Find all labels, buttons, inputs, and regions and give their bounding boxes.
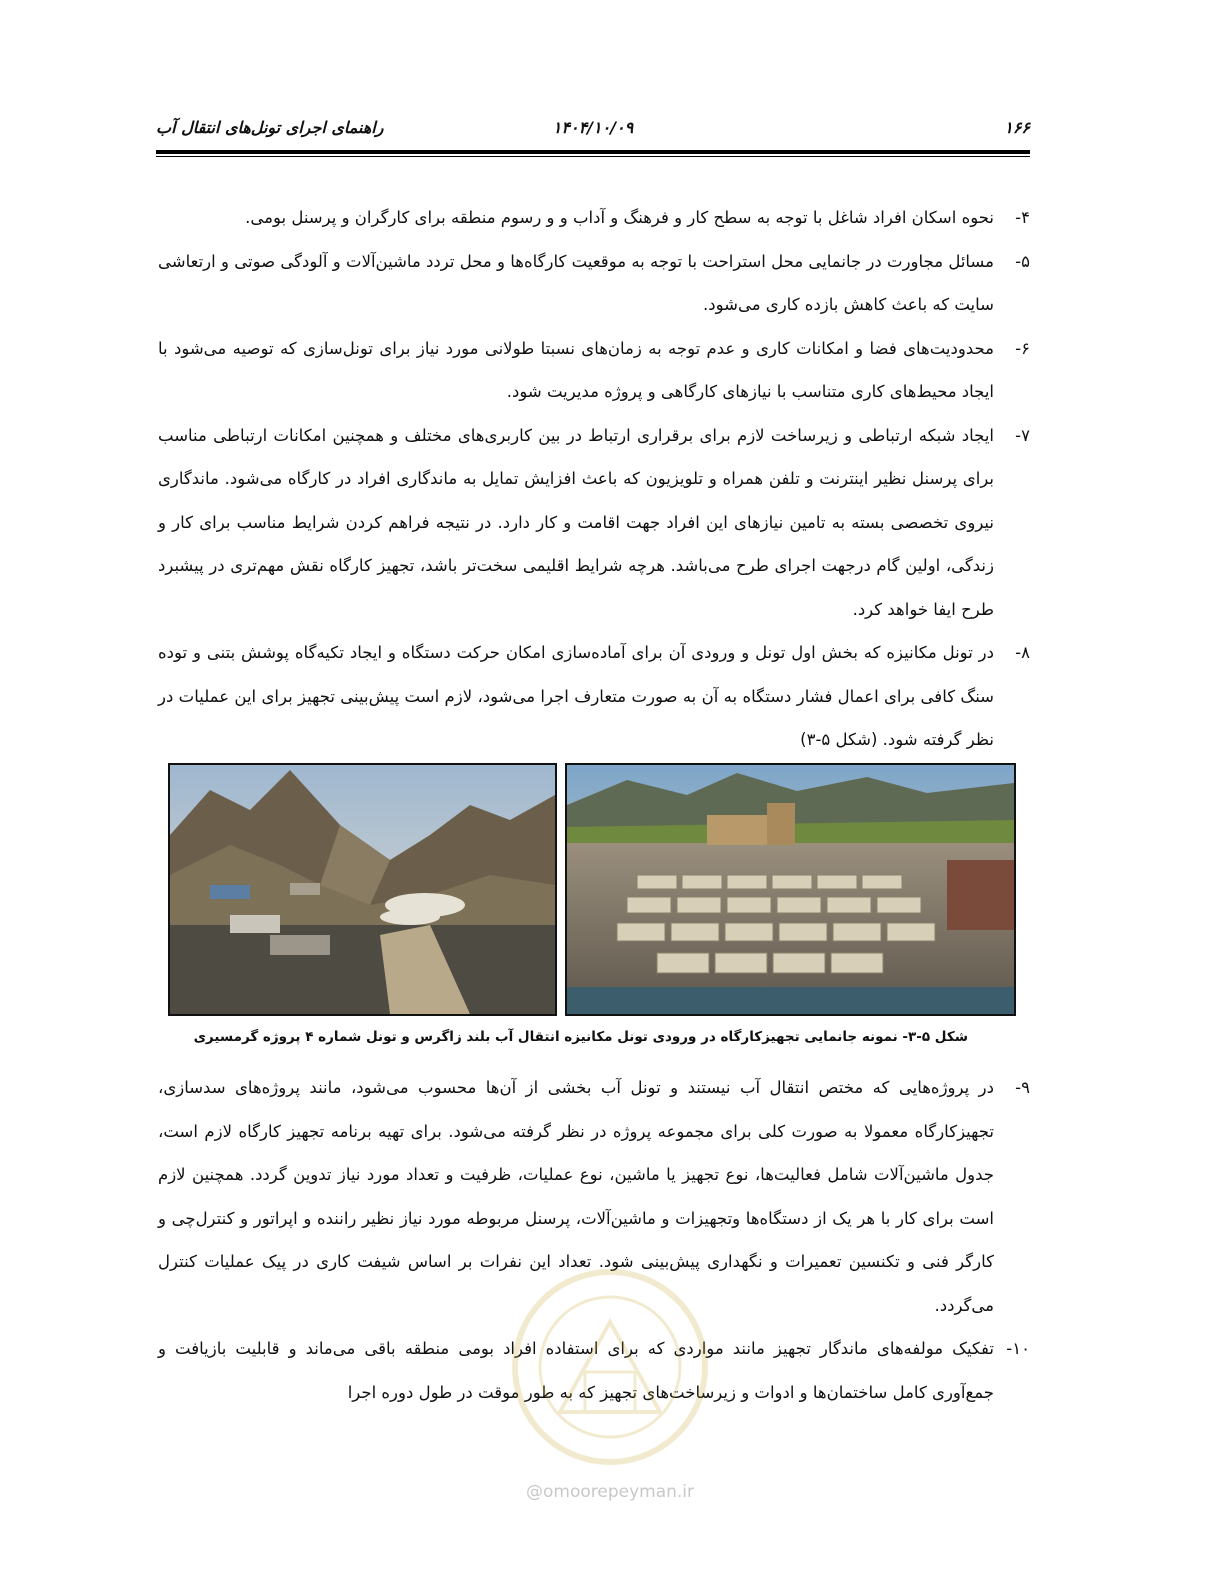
item-number: ۱۰-	[1006, 1339, 1030, 1358]
page-header	[156, 118, 1030, 142]
item-text: در پروژه‌هایی که مختص انتقال آب نیستند و تونل آب بخشی از آن‌ها محسوب می‌شود، مانند پروژه‌های سدسازی، تجهیزکارگاه معمولا به صورت کلی برای مجموعه پروژه در نظر گرفته می‌شود. برای تهیه برنامه تجهیز کارگاه لازم است، جدول ماشین‌آلات شامل فعالیت‌ها، نوع تجهیز یا ماشین، نوع عملیات، ظرفیت و تعداد مورد نیاز تدوین گردد. همچنین لازم است برای کار با هر یک از دستگاه‌ها وتجهیزات و ماشین‌آلات، پرسنل مربوطه مورد نیاز نظیر راننده و اپراتور و کنترل‌چی و کارگر فنی و تکنسین تعمیرات و نگهداری پیش‌بینی شود. تعداد این نفرات بر اساس شیفت کاری در پیک عملیات کنترل می‌گردد.	[158, 1078, 994, 1315]
figure-caption: شکل ۵-۳- نمونه جانمایی تجهیزکارگاه در ورودی تونل مکانیزه انتقال آب بلند زاگرس و تونل شماره ۴ پروژه گرمسیری	[193, 1029, 968, 1045]
item-number: ۶-	[1015, 338, 1030, 358]
item-text: محدودیت‌های فضا و امکانات کاری و عدم توجه به زمان‌های نسبتا طولانی مورد نیاز برای تونل‌سازی که توصیه می‌شود با ایجاد محیط‌های کاری متناسب با نیازهای کارگاهی و پروژه مدیریت شود.	[158, 338, 994, 401]
list-item-4	[158, 196, 1030, 240]
page-number: ۱۶۶	[1004, 118, 1030, 137]
item-number: ۹-	[1015, 1078, 1030, 1097]
list-item-8	[158, 631, 1030, 762]
list-item-5	[158, 240, 1030, 327]
item-text: ایجاد شبکه ارتباطی و زیرساخت لازم برای برقراری ارتباط در بین کاربری‌های مختلف و همچنین امکانات ارتباطی مناسب برای پرسنل نظیر اینترنت و تلفن همراه و تلویزیون که باعث افزایش تمایل به ماندگاری افراد در کارگاه می‌شود. ماندگاری نیروی تخصصی بسته به تامین نیازهای این افراد جهت اقامت و کار دارد. در نتیجه فراهم کردن شرایط مناسب برای کار و زندگی، اولین گام درجهت اجرای طرح می‌باشد. هرچه شرایط اقلیمی سخت‌تر باشد، تجهیز کارگاه نقش مهم‌تری در پیشبرد طرح ایفا خواهد کرد.	[158, 425, 994, 619]
header-date: ۱۴۰۴/۱۰/۰۹	[552, 118, 634, 137]
item-text: تفکیک مولفه‌های ماندگار تجهیز مانند مواردی که برای استفاده افراد بومی منطقه باقی می‌ماند و قابلیت بازیافت و جمع‌آوری کامل ساختمان‌ها و ادوات و زیرساخت‌های تجهیز که به طور موقت در طول دوره اجرا	[158, 1339, 994, 1402]
item-number: ۴-	[1015, 208, 1030, 227]
item-text: نحوه اسکان افراد شاغل با توجه به سطح کار و فرهنگ و آداب و و رسوم منطقه برای کارگران و پرسنل بومی.	[245, 208, 994, 227]
photo-mountain-site	[168, 763, 557, 1016]
book-title: راهنمای اجرای تونل‌های انتقال آب	[156, 118, 384, 137]
photo-segment-yard	[565, 763, 1016, 1016]
watermark-url: @omoorepeyman.ir	[525, 1482, 695, 1502]
watermark-seal	[500, 1262, 720, 1472]
item-number: ۷-	[1015, 425, 1030, 445]
header-rule-thin	[156, 156, 1030, 157]
list-item-7	[158, 414, 1030, 632]
item-text: در تونل مکانیزه که بخش اول تونل و ورودی آن برای آماده‌سازی امکان حرکت دستگاه و ایجاد تکیه‌گاه پوشش بتنی و توده سنگ کافی برای اعمال فشار دستگاه به آن به صورت متعارف اجرا می‌شود، لازم است پیش‌بینی تجهیز برای این عملیات در نظر گرفته شود. (شکل ۵-۳)	[158, 643, 994, 749]
header-rule-thick	[156, 150, 1030, 154]
item-number: ۸-	[1015, 643, 1030, 662]
item-list-top	[158, 196, 1030, 762]
item-text: مسائل مجاورت در جانمایی محل استراحت با توجه به موقعیت کارگاه‌ها و محل تردد ماشین‌آلات و آلودگی صوتی و ارتعاشی سایت که باعث کاهش بازده کاری می‌شود.	[158, 251, 994, 314]
list-item-6	[158, 327, 1030, 414]
figure-site-photos	[168, 763, 1016, 1016]
item-number: ۵-	[1015, 251, 1030, 271]
